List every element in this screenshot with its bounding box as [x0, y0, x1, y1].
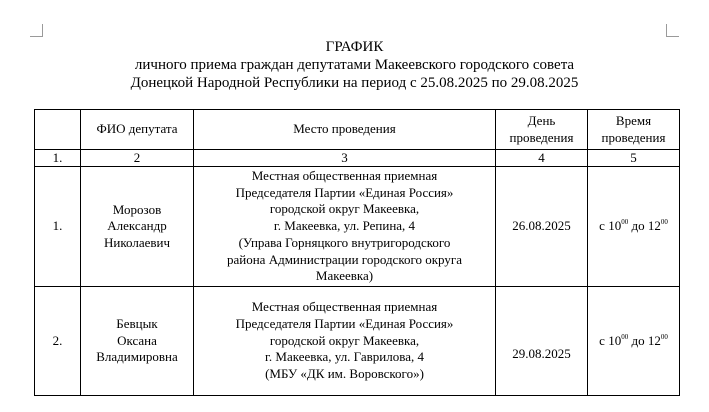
- time-to: до 12: [628, 332, 661, 348]
- column-number: 1.: [35, 150, 81, 167]
- venue-line: Местная общественная приемная: [251, 299, 438, 315]
- venue-line: городской округ Макеевка,: [269, 201, 420, 217]
- venue-line: Председателя Партии «Единая Россия»: [235, 315, 454, 331]
- row-number: 2.: [35, 287, 81, 396]
- crop-mark-top-left: [30, 24, 43, 37]
- header-day-line-1: День: [527, 113, 556, 128]
- document-subtitle-line-1: личного приема граждан депутатами Макеевского городского совета: [134, 57, 575, 73]
- header-time-line-1: Время: [615, 113, 652, 128]
- table-row: [35, 287, 680, 396]
- column-number: 4: [496, 150, 588, 167]
- header-day-line-2: проведения: [509, 129, 574, 145]
- column-number: 3: [194, 150, 496, 167]
- venue-line: района Администрации городского округа: [227, 251, 462, 267]
- header-deputy-name: ФИО депутата: [81, 110, 194, 150]
- header-time: [588, 110, 680, 150]
- name-part: Александр: [107, 218, 167, 234]
- venue: [194, 167, 496, 287]
- time-from: с 10: [599, 332, 622, 348]
- column-number-row: [35, 150, 680, 167]
- name-part: Бевцык: [116, 316, 158, 332]
- time-to-minutes: 00: [660, 218, 668, 227]
- venue-line: г. Макеевка, ул. Гаврилова, 4: [265, 349, 424, 365]
- table-row: [35, 167, 680, 287]
- venue-line: городской округ Макеевка,: [269, 332, 420, 348]
- table-header-row: [35, 110, 680, 150]
- reception-date: 29.08.2025: [496, 287, 588, 396]
- name-part: Николаевич: [104, 234, 170, 250]
- venue-line: Макеевка): [315, 268, 374, 284]
- column-number: 2: [81, 150, 194, 167]
- name-part: Морозов: [112, 201, 162, 217]
- row-number: 1.: [35, 167, 81, 287]
- time-to-minutes: 00: [660, 332, 668, 341]
- time-from: с 10: [599, 218, 622, 234]
- time-from-minutes: 00: [621, 218, 629, 227]
- header-time-line-2: проведения: [601, 129, 666, 145]
- document-subtitle-line-2: Донецкой Народной Республики на период с 25.08.2025 по 29.08.2025: [130, 75, 579, 91]
- reception-date: 26.08.2025: [496, 167, 588, 287]
- venue: [194, 287, 496, 396]
- deputy-name: [81, 167, 194, 287]
- name-part: Владимировна: [96, 349, 178, 365]
- time-to: до 12: [628, 218, 661, 234]
- time-from-minutes: 00: [621, 332, 629, 341]
- reception-time: [588, 167, 680, 287]
- header-venue: Место проведения: [194, 110, 496, 150]
- deputy-name: [81, 287, 194, 396]
- venue-line: Местная общественная приемная: [251, 168, 438, 184]
- header-number: [35, 110, 81, 150]
- column-number: 5: [588, 150, 680, 167]
- schedule-table: [34, 109, 680, 396]
- venue-line: Председателя Партии «Единая Россия»: [235, 184, 454, 200]
- name-part: Оксана: [117, 332, 157, 348]
- header-day: [496, 110, 588, 150]
- venue-line: (МБУ «ДК им. Воровского»): [265, 366, 424, 382]
- venue-line: г. Макеевка, ул. Репина, 4: [273, 218, 416, 234]
- reception-time: [588, 287, 680, 396]
- crop-mark-top-right: [666, 24, 679, 37]
- venue-line: (Управа Горняцкого внутригородского: [238, 234, 451, 250]
- document-title: ГРАФИК: [325, 39, 384, 55]
